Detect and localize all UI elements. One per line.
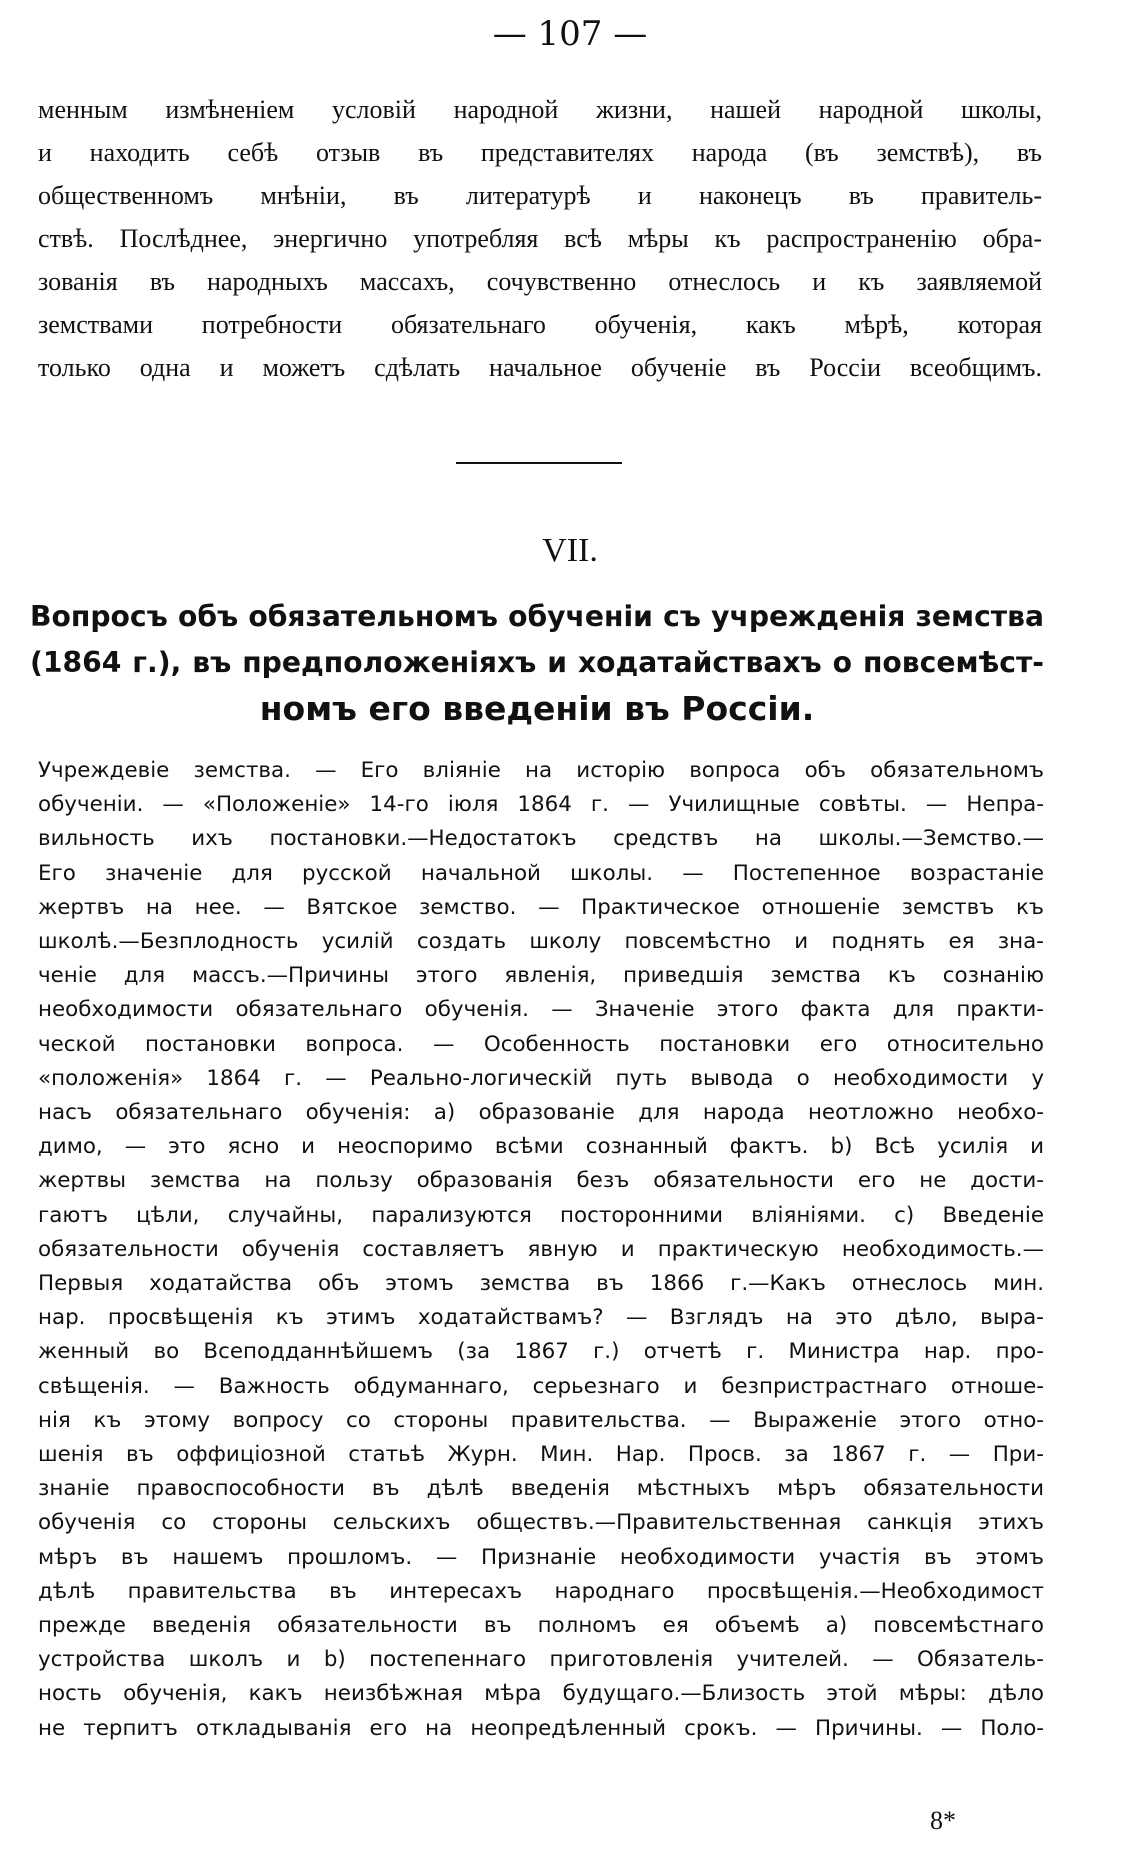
body-line: и находить себѣ отзыв въ представителях народа (въ земствѣ), въ	[38, 138, 1042, 167]
summary-line: прежде введенія обязательности въ полномъ ея объемѣ a) повсемѣстнаго	[38, 1613, 1044, 1639]
summary-line: шенія въ оффиціозной статьѣ Журн. Мин. Нар. Просв. за 1867 г. — При-	[38, 1442, 1044, 1468]
body-text	[38, 88, 1042, 389]
page-number: — 107 —	[492, 14, 648, 54]
summary-line: обученіи. — «Положеніе» 14-го іюля 1864 г. — Училищные совѣты. — Непра-	[38, 792, 1044, 818]
chapter-title-line: номъ его введеніи въ Россіи.	[259, 689, 815, 728]
summary-line: Учреждевіе земства. — Его вліяніе на исторію вопроса объ обязательномъ	[38, 758, 1044, 783]
summary-line: устройства школъ и b) постепеннаго приготовленія учителей. — Обязатель-	[38, 1647, 1044, 1673]
summary-line: вильность ихъ постановки.—Недостатокъ средствъ на школы.—Земство.—	[38, 826, 1044, 852]
summary-line: школѣ.—Безплодность усилій создать школу повсемѣстно и поднять ея зна-	[38, 929, 1044, 955]
summary-line: не терпитъ откладыванія его на неопредѣленный срокъ. — Причины. — Поло-	[38, 1715, 1044, 1741]
summary-line: ность обученія, какъ неизбѣжная мѣра будущаго.—Близость этой мѣры: дѣло	[38, 1681, 1044, 1707]
summary-line: обученія со стороны сельскихъ обществъ.—Правительственная санкція этихъ	[38, 1510, 1044, 1536]
summary-line: женный во Всеподданнѣйшемъ (за 1867 г.) отчетѣ г. Министра нар. про-	[38, 1339, 1044, 1365]
summary-line: ченіе для массъ.—Причины этого явленія, приведшія земства къ сознанію	[38, 963, 1044, 989]
chapter-summary	[38, 754, 1044, 1746]
summary-line: знаніе правоспособности въ дѣлѣ введенія мѣстныхъ мѣръ обязательности	[38, 1476, 1044, 1502]
summary-line: гаютъ цѣли, случайны, парализуются посторонними вліяніями. c) Введеніе	[38, 1202, 1044, 1228]
chapter-number: VII.	[542, 532, 598, 569]
summary-line: нія къ этому вопросу со стороны правительства. — Выраженіе этого отно-	[38, 1407, 1044, 1433]
chapter-title-line: (1864 г.), въ предположеніяхъ и ходатайствахъ о повсемѣст-	[30, 646, 1044, 679]
summary-line: жертвъ на нее. — Вятское земство. — Практическое отношеніе земствъ къ	[38, 894, 1044, 920]
body-line: земствами потребности обязательнаго обученія, какъ мѣрѣ, которая	[38, 310, 1042, 339]
body-line: общественномъ мнѣніи, въ литературѣ и наконецъ въ правитель-	[38, 181, 1042, 210]
summary-line: обязательности обученія составляетъ явную и практическую необходимость.—	[38, 1236, 1044, 1262]
summary-line: жертвы земства на пользу образованія безъ обязательности его не дости-	[38, 1168, 1044, 1194]
summary-line: Первыя ходатайства объ этомъ земства въ 1866 г.—Какъ отнеслось мин.	[38, 1271, 1044, 1297]
chapter-title-line: Вопросъ объ обязательномъ обученіи съ учрежденія земства	[30, 600, 1044, 633]
body-line: только одна и можетъ сдѣлать начальное обученіе въ Россіи всеобщимъ.	[38, 353, 1042, 382]
summary-line: свѣщенія. — Важность обдуманнаго, серьезнаго и безпристрастнаго отноше-	[38, 1373, 1044, 1399]
body-line: менным измѣненіем условій народной жизни, нашей народной школы,	[38, 95, 1042, 124]
chapter-title	[30, 594, 1044, 732]
summary-line: «положенія» 1864 г. — Реально-логическій путь вывода о необходимости у	[38, 1065, 1044, 1091]
summary-line: насъ обязательнаго обученія: a) образованіе для народа неотложно необхо-	[38, 1100, 1044, 1126]
summary-line: дѣлѣ правительства въ интересахъ народнаго просвѣщенія.—Необходимост	[38, 1578, 1044, 1604]
signature-mark: 8*	[930, 1806, 956, 1835]
summary-line: необходимости обязательнаго обученія. — Значеніе этого факта для практи-	[38, 997, 1044, 1023]
body-line: зованія въ народныхъ массахъ, сочувственно отнеслось и къ заявляемой	[38, 267, 1042, 296]
summary-line: ческой постановки вопроса. — Особенность постановки его относительно	[38, 1031, 1044, 1057]
body-line: ствѣ. Послѣднее, энергично употребляя всѣ мѣры къ распространенію обра-	[38, 224, 1042, 253]
summary-line: Его значеніе для русской начальной школы. — Постепенное возрастаніе	[38, 860, 1044, 886]
summary-line: димо, — это ясно и неоспоримо всѣми сознанный фактъ. b) Всѣ усилія и	[38, 1134, 1044, 1160]
summary-line: мѣръ въ нашемъ прошломъ. — Признаніе необходимости участія въ этомъ	[38, 1544, 1044, 1570]
summary-line: нар. просвѣщенія къ этимъ ходатайствамъ? — Взглядъ на это дѣло, выра-	[38, 1305, 1044, 1331]
section-divider	[456, 462, 622, 464]
